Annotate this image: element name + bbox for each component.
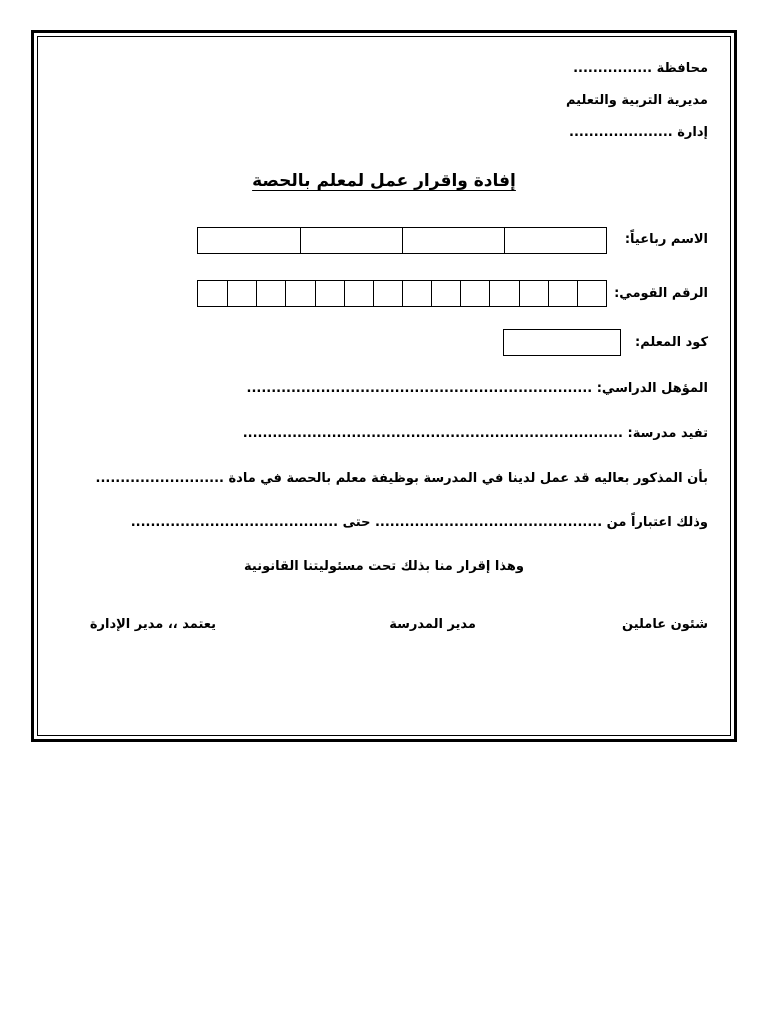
national-id-digit-cell[interactable] [227, 281, 256, 306]
national-id-digit-cell[interactable] [373, 281, 402, 306]
national-id-digit-cell[interactable] [285, 281, 314, 306]
national-id-digit-cell[interactable] [431, 281, 460, 306]
national-id-digit-cell[interactable] [402, 281, 431, 306]
national-id-digit-cell[interactable] [344, 281, 373, 306]
name-cell[interactable] [504, 228, 606, 253]
national-id-digit-cell[interactable] [577, 281, 606, 306]
body-line-declaration: وهذا إقرار منا بذلك تحت مسئوليتنا القانونية [244, 559, 524, 574]
governorate-line: محافظة ................ [573, 61, 708, 76]
national-id-digit-cell[interactable] [256, 281, 285, 306]
signature-school-principal: مدير المدرسة [389, 617, 476, 632]
national-id-digit-cell[interactable] [548, 281, 577, 306]
form-title: إفادة واقرار عمل لمعلم بالحصة [252, 171, 516, 191]
name-boxes[interactable] [197, 227, 607, 254]
body-line-period: وذلك اعتباراً من .............................................. حتى .......................................... [130, 515, 708, 530]
teacher-code-label: كود المعلم: [635, 335, 708, 350]
name-label: الاسم رباعياً: [624, 232, 708, 247]
national-id-label: الرقم القومي: [614, 286, 708, 301]
national-id-digit-cell[interactable] [460, 281, 489, 306]
administration-line: إدارة ..................... [569, 125, 708, 140]
qualification-line: المؤهل الدراسي: ...................................................................... [246, 381, 708, 396]
name-cell[interactable] [300, 228, 402, 253]
body-line-subject: بأن المذكور بعاليه قد عمل لدينا في المدرسة بوظيفة معلم بالحصة في مادة .......................... [95, 471, 708, 486]
national-id-digit-cell[interactable] [315, 281, 344, 306]
name-cell[interactable] [402, 228, 504, 253]
school-line: تفيد مدرسة: ............................................................................. [242, 426, 708, 441]
national-id-boxes[interactable] [197, 280, 607, 307]
name-cell[interactable] [198, 228, 300, 253]
teacher-code-box[interactable] [503, 329, 621, 356]
signature-approval: يعتمد ،، مدير الإدارة [89, 617, 216, 632]
national-id-digit-cell[interactable] [519, 281, 548, 306]
signature-staff-affairs: شئون عاملين [622, 617, 708, 632]
national-id-digit-cell[interactable] [198, 281, 227, 306]
directorate-line: مديرية التربية والتعليم [565, 93, 708, 108]
national-id-digit-cell[interactable] [489, 281, 518, 306]
